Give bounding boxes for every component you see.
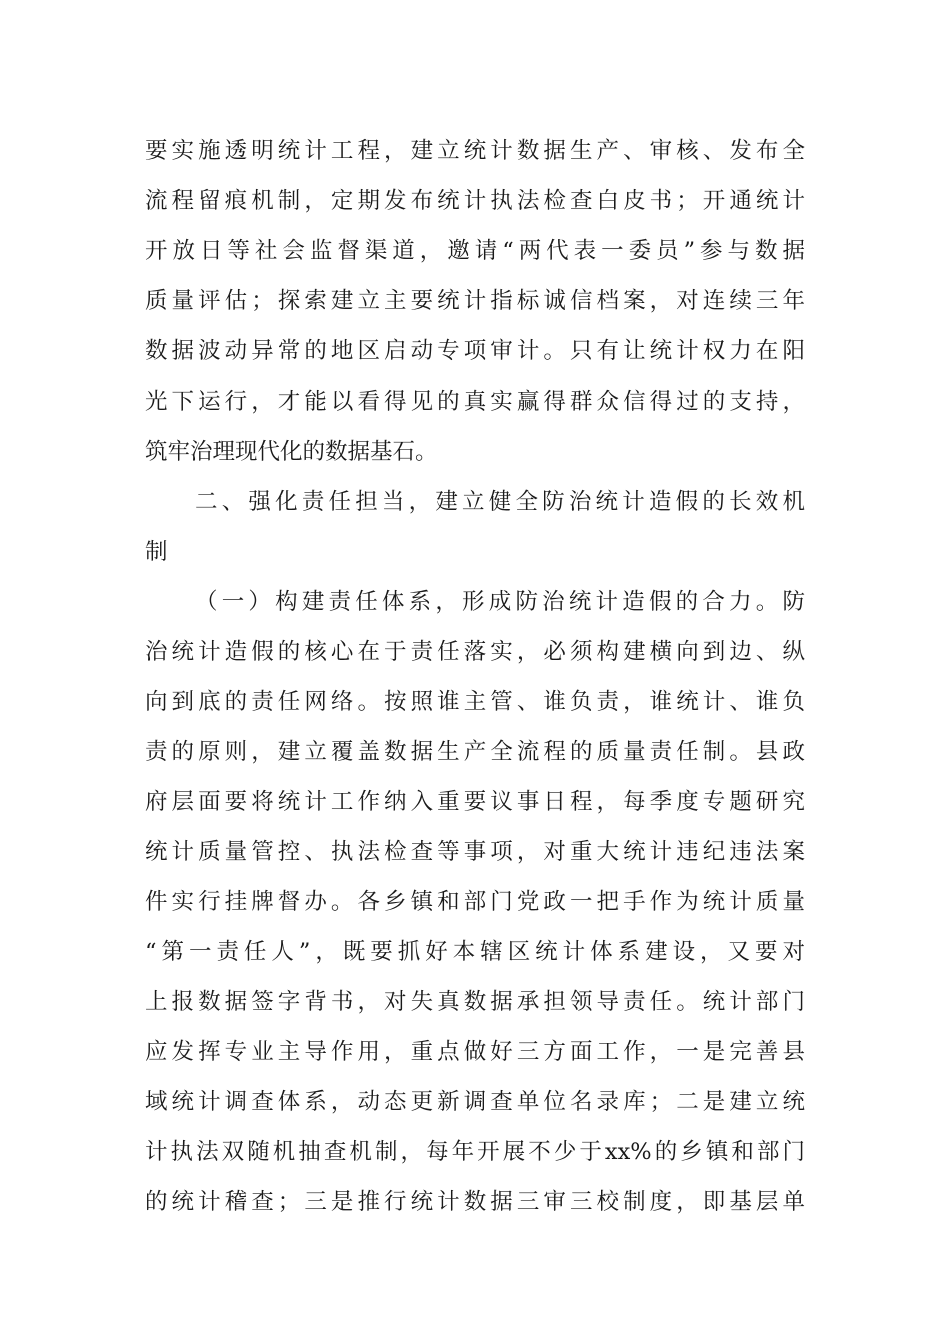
paragraph-line: 上报数据签字背书，对失真数据承担领导责任。统计部门 [145,989,805,1015]
paragraph-line: 的统计稽查；三是推行统计数据三审三校制度，即基层单 [145,1189,805,1215]
paragraph-line: 要实施透明统计工程，建立统计数据生产、审核、发布全 [145,138,805,164]
paragraph-line: 责的原则，建立覆盖数据生产全流程的质量责任制。县政 [145,739,805,765]
paragraph-line: 应发挥专业主导作用，重点做好三方面工作，一是完善县 [145,1039,805,1065]
paragraph-line: 质量评估；探索建立主要统计指标诚信档案，对连续三年 [145,288,805,314]
paragraph-line: 件实行挂牌督办。各乡镇和部门党政一把手作为统计质量 [145,889,805,915]
section-heading-line: 制 [145,539,168,565]
paragraph-line: 域统计调查体系，动态更新调查单位名录库；二是建立统 [145,1089,805,1115]
paragraph-line: 统计质量管控、执法检查等事项，对重大统计违纪违法案 [145,839,805,865]
paragraph-line: （一）构建责任体系，形成防治统计造假的合力。防 [195,589,805,615]
paragraph-line: 数据波动异常的地区启动专项审计。只有让统计权力在阳 [145,338,805,364]
paragraph-line: 计执法双随机抽查机制，每年开展不少于xx%的乡镇和部门 [145,1139,805,1165]
paragraph-line: 流程留痕机制，定期发布统计执法检查白皮书；开通统计 [145,188,805,214]
paragraph-line: 筑牢治理现代化的数据基石。 [145,439,438,465]
paragraph-line: “第一责任人”，既要抓好本辖区统计体系建设，又要对 [145,939,805,965]
paragraph-line: 向到底的责任网络。按照谁主管、谁负责，谁统计、谁负 [145,689,805,715]
paragraph-line: 府层面要将统计工作纳入重要议事日程，每季度专题研究 [145,789,805,815]
paragraph-line: 治统计造假的核心在于责任落实，必须构建横向到边、纵 [145,639,805,665]
paragraph-line: 光下运行，才能以看得见的真实赢得群众信得过的支持， [145,389,805,415]
section-heading-line: 二、强化责任担当，建立健全防治统计造假的长效机 [195,489,805,515]
paragraph-line: 开放日等社会监督渠道，邀请“两代表一委员”参与数据 [145,238,805,264]
